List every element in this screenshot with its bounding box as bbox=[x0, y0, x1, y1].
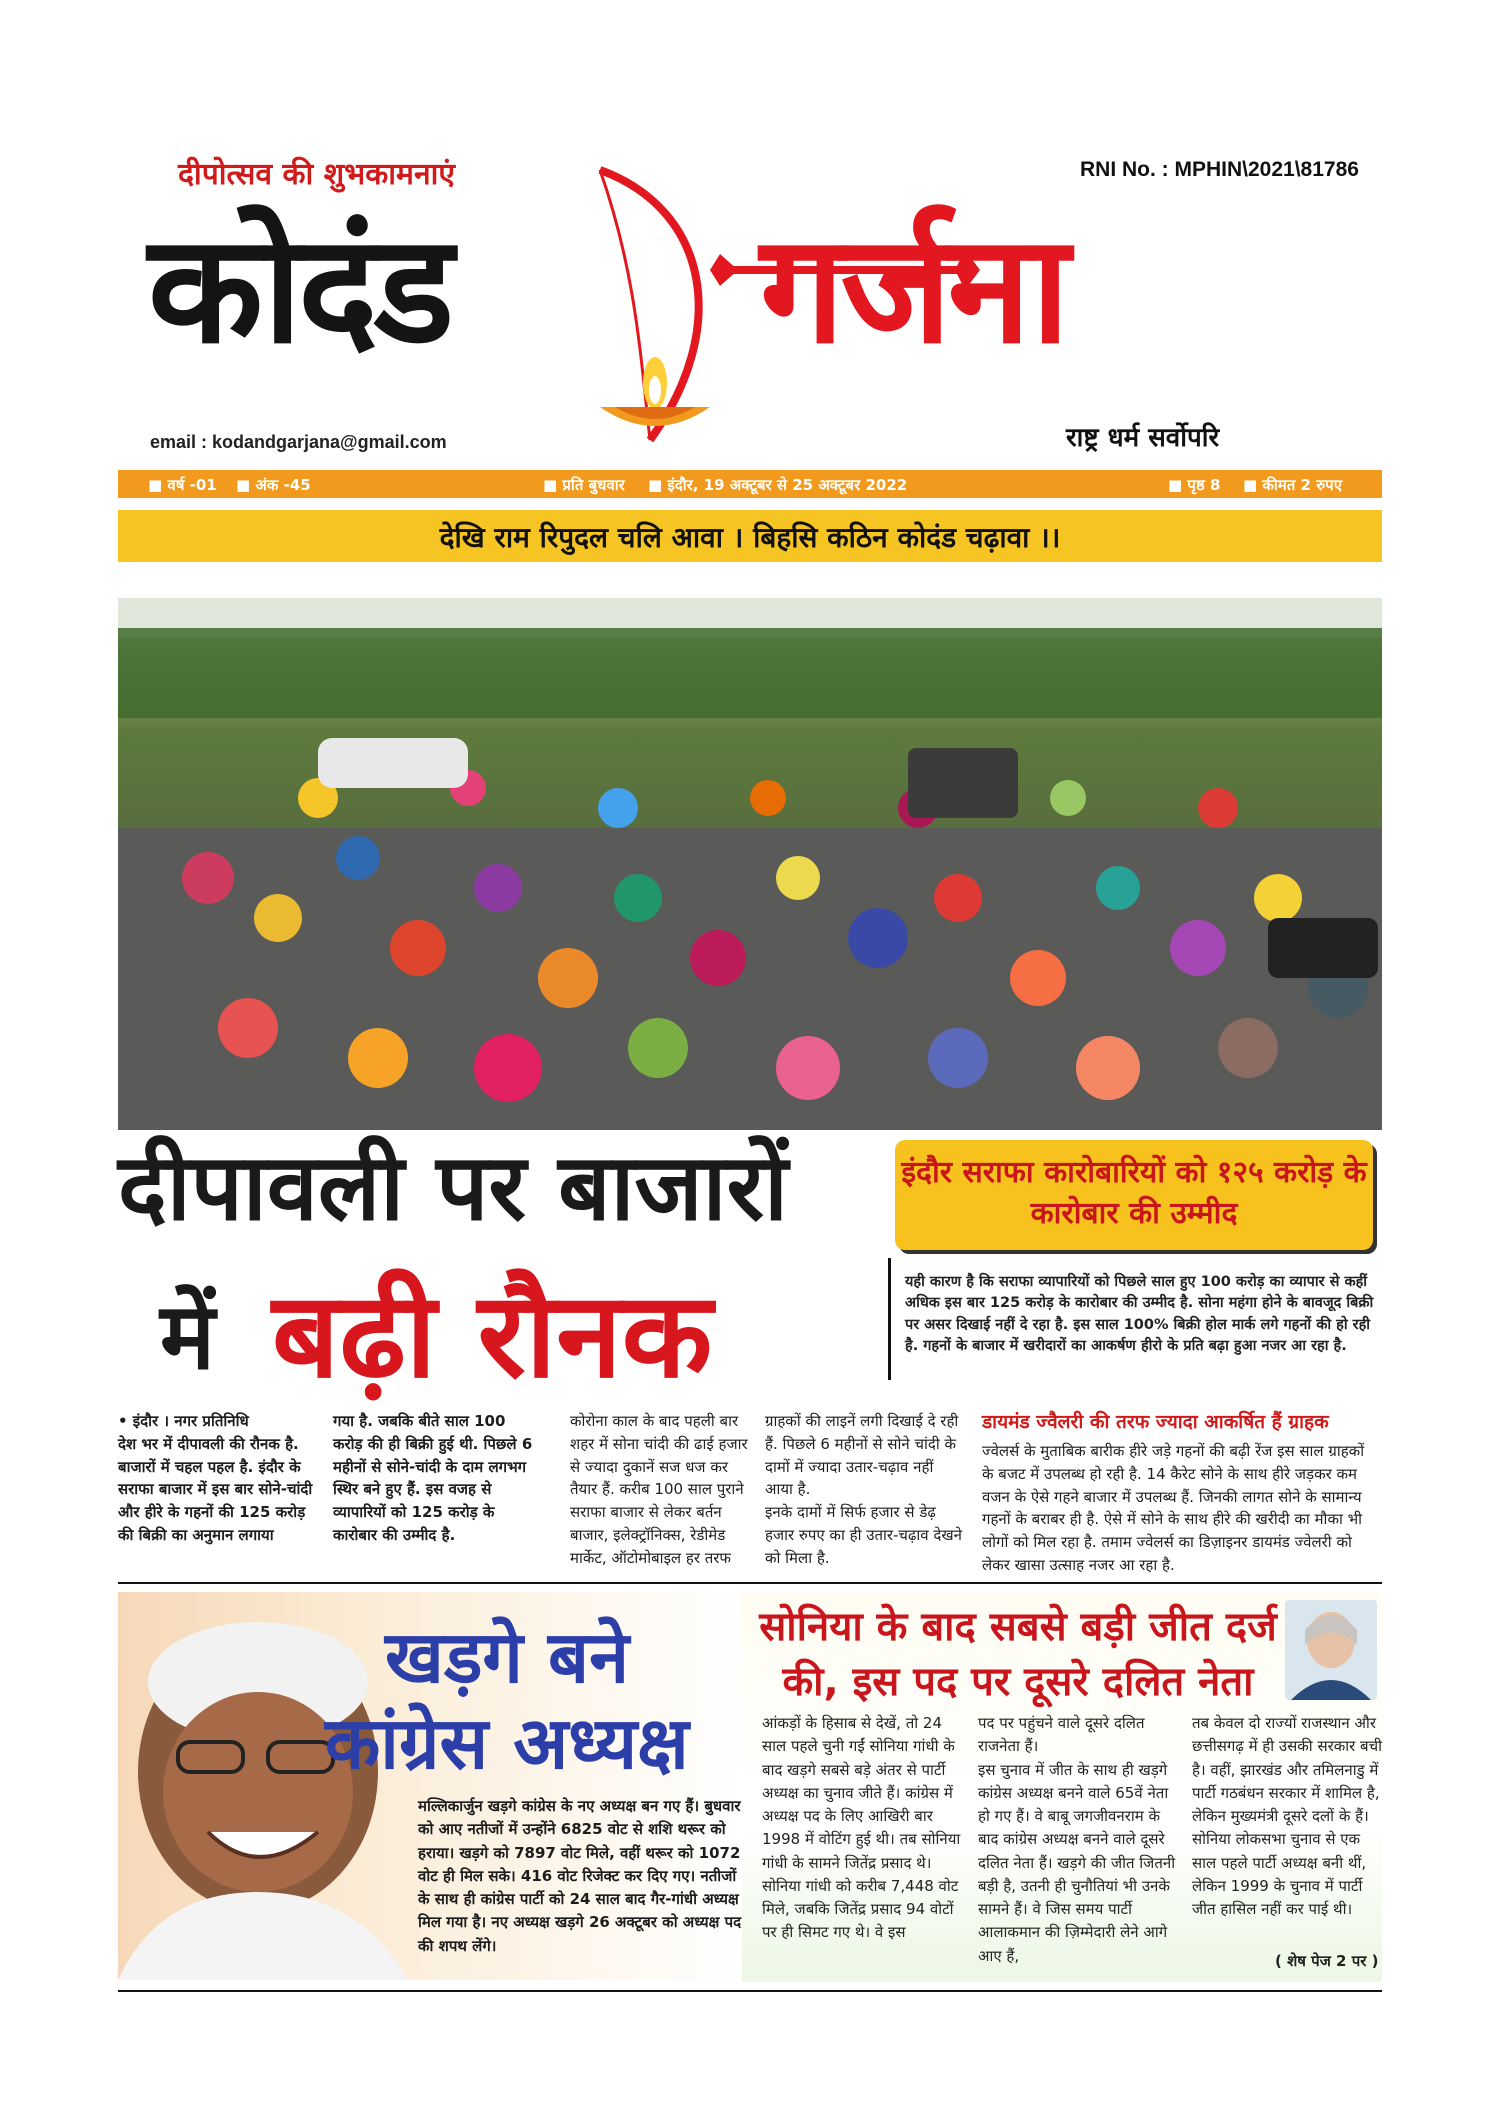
kharge-title-line2: कांग्रेस अध्यक्ष bbox=[325, 1701, 689, 1785]
lead-subhead: इंदौर सराफा कारोबारियों को १२५ करोड़ के कारोबार की उम्मीद bbox=[901, 1155, 1367, 1232]
greeting-text: दीपोत्सव की शुभकामनाएं bbox=[178, 157, 455, 192]
kharge-title-line1: खड़गे बने bbox=[385, 1615, 630, 1699]
lead-headline-line2-prefix: में bbox=[160, 1283, 216, 1390]
lead-summary: यही कारण है कि सराफा व्यापारियों को पिछले साल हुए 100 करोड़ का व्यापार से कहीं अधिक इस बार 125 करोड़ के कारोबार की उम्मीद है. सोना महंगा होने के बावजूद बिक्री पर असर दिखाई नहीं दे रहा है. इस साल 100% बिक्री होल मार्क लगे गहनों की हो रही है. गहनों के बाजार में खरीदारों का आकर्षण हीरो के प्रति बढ़ा हुआ नजर आ रहा है. bbox=[905, 1274, 1374, 1355]
column-divider bbox=[888, 1258, 891, 1380]
masthead-motto: राष्ट्र धर्म सर्वोपरि bbox=[1066, 423, 1220, 453]
lead-column-3: कोरोना काल के बाद पहली बार शहर में सोना चांदी की ढाई हजार से ज्यादा दुकानें सज धज कर तैयार हैं. करीब 100 साल पुराने सराफा बाजार से लेकर बर्तन बाजार, इलेक्ट्रॉनिक्स, रेडीमेड मार्केट, ऑटोमोबाइल हर तरफ bbox=[570, 1412, 748, 1567]
issue-year: ■ वर्ष -01 bbox=[148, 476, 217, 494]
lead-subhead-box bbox=[895, 1140, 1373, 1250]
diamond-body: ज्वेलर्स के मुताबिक बारीक हीरे जड़े गहनों की बढ़ी रेंज इस साल ग्राहकों के बजट में उपलब्ध हो रही है. 14 कैरेट सोने के साथ हीरे जड़कर कम वजन के ऐसे गहने बाजार में उपलब्ध हैं. जिनकी लागत सोने के सामान्य गहनों के बराबर ही है. ऐसे में सोने के साथ हीरे की खरीदी का मौका भी लोगों को मिल रहा है. तमाम ज्वेलर्स का डिज़ाइनर डायमंड ज्वेलरी को लेकर खासा उत्साह नजर आ रहा है. bbox=[982, 1442, 1365, 1574]
issue-number: ■ अंक -45 bbox=[236, 476, 311, 494]
lead-headline-line2-highlight: बढ़ी रौनक bbox=[272, 1266, 713, 1404]
masthead-title-right: गर्जना bbox=[760, 203, 1066, 377]
diamond-subhead: डायमंड ज्वैलरी की तरफ ज्यादा आकर्षित हैं ग्राहक bbox=[982, 1411, 1329, 1433]
rni-number: RNI No. : MPHIN\2021\81786 bbox=[1080, 158, 1359, 181]
lead-column-2: गया है. जबकि बीते साल 100 करोड़ की ही बिक्री हुई थी. पिछले 6 महीनों से सोने-चांदी के दाम लगभग स्थिर बने हुए हैं. इस वजह से व्यापारियों को 125 करोड़ के कारोबार की उम्मीद है. bbox=[333, 1412, 533, 1544]
masthead-title-left: कोदंड bbox=[148, 203, 450, 377]
sonia-column-3: तब केवल दो राज्यों राजस्थान और छत्तीसगढ़ में ही उसकी सरकार बची है। वहीं, झारखंड और तमिलनाडु में पार्टी गठबंधन सरकार में शामिल है, लेकिन मुख्यमंत्री दूसरे दलों के हैं। सोनिया लोकसभा चुनाव से एक साल पहले पार्टी अध्यक्ष बनी थीं, लेकिन 1999 के चुनाव में पार्टी जीत हासिल नहीं कर पाई थी। bbox=[1192, 1714, 1383, 1918]
sonia-column-2: पद पर पहुंचने वाले दूसरे दलित राजनेता हैं। इस चुनाव में जीत के साथ ही खड़गे कांग्रेस अध्यक्ष बनने वाले 65वें नेता हो गए हैं। वे बाबू जगजीवनराम के बाद कांग्रेस अध्यक्ष बनने वाले दूसरे दलित नेता हैं। खड़गे की जीत जितनी बड़ी है, उतनी ही चुनौतियां भी उनके सामने हैं। वे जिस समय पार्टी आलाकमान की ज़िम्मेदारी लेने आगे आए हैं, bbox=[978, 1714, 1176, 1965]
lead-headline-line1: दीपावली पर बाजारों bbox=[118, 1134, 788, 1241]
price: ■ कीमत 2 रुपए bbox=[1243, 476, 1342, 494]
contact-email: email : kodandgarjana@gmail.com bbox=[150, 432, 447, 452]
diya-lamp-icon bbox=[595, 335, 715, 445]
quote-band bbox=[118, 510, 1382, 562]
sonia-column-1: आंकड़ों के हिसाब से देखें, तो 24 साल पहले चुनी गईं सोनिया गांधी के बाद खड़गे सबसे बड़े अंतर से पार्टी अध्यक्ष का चुनाव जीते हैं। कांग्रेस में अध्यक्ष पद के लिए आखिरी बार 1998 में वोटिंग हुई थी। तब सोनिया गांधी के सामने जितेंद्र प्रसाद थे। सोनिया गांधी को करीब 7,448 वोट मिले, जबकि जितेंद्र प्रसाद 94 वोटों पर ही सिमट गए थे। वे इस bbox=[762, 1714, 961, 1942]
kharge-body: मल्लिकार्जुन खड़गे कांग्रेस के नए अध्यक्ष बन गए हैं। बुधवार को आए नतीजों में उन्होंने 6825 वोट से शशि थरूर को हराया। खड़गे को 7897 वोट मिले, वहीं थरूर को 1072 वोट ही मिल सके। 416 वोट रिजेक्ट कर दिए गए। नतीजों के साथ ही कांग्रेस पार्टी को 24 साल बाद गैर-गांधी अध्यक्ष मिल गया है। नए अध्यक्ष खड़गे 26 अक्टूबर को अध्यक्ष पद की शपथ लेंगे। bbox=[418, 1797, 742, 1955]
section-divider-top bbox=[118, 1582, 1382, 1584]
continued-note: ( शेष पेज 2 पर ) bbox=[1275, 1952, 1379, 1970]
section-divider-bottom bbox=[118, 1990, 1382, 1992]
lead-column-1: • इंदौर । नगर प्रतिनिधि देश भर में दीपावली की रौनक है. बाजारों में चहल पहल है. इंदौर के सराफा बाजार में इस बार सोने-चांदी और हीरे के गहनों की 125 करोड़ की बिक्री का अनुमान लगाया bbox=[118, 1412, 313, 1544]
sonia-headline: सोनिया के बाद सबसे बड़ी जीत दर्ज की, इस पद पर दूसरे दलित नेता bbox=[759, 1604, 1277, 1706]
lead-column-4: ग्राहकों की लाइनें लगी दिखाई दे रही हैं. पिछले 6 महीनों से सोने चांदी के दामों में ज्यादा उतार-चढ़ाव नहीं आया है. इनके दामों में सिर्फ हजार से डेढ़ हजार रुपए का ही उतार-चढ़ाव देखने को मिला है. bbox=[765, 1412, 962, 1567]
market-crowd-photo bbox=[118, 598, 1382, 1130]
issue-info-bar bbox=[118, 470, 1382, 498]
issue-dateline: ■ इंदौर, 19 अक्टूबर से 25 अक्टूबर 2022 bbox=[648, 476, 908, 494]
ramayan-quote: देखि राम रिपुदल चलि आवा । बिहसि कठिन कोदंड चढ़ावा ।। bbox=[439, 521, 1061, 554]
sonia-portrait bbox=[1285, 1600, 1377, 1700]
issue-frequency: ■ प्रति बुधवार bbox=[543, 476, 625, 494]
page-count: ■ पृष्ठ 8 bbox=[1168, 476, 1221, 494]
